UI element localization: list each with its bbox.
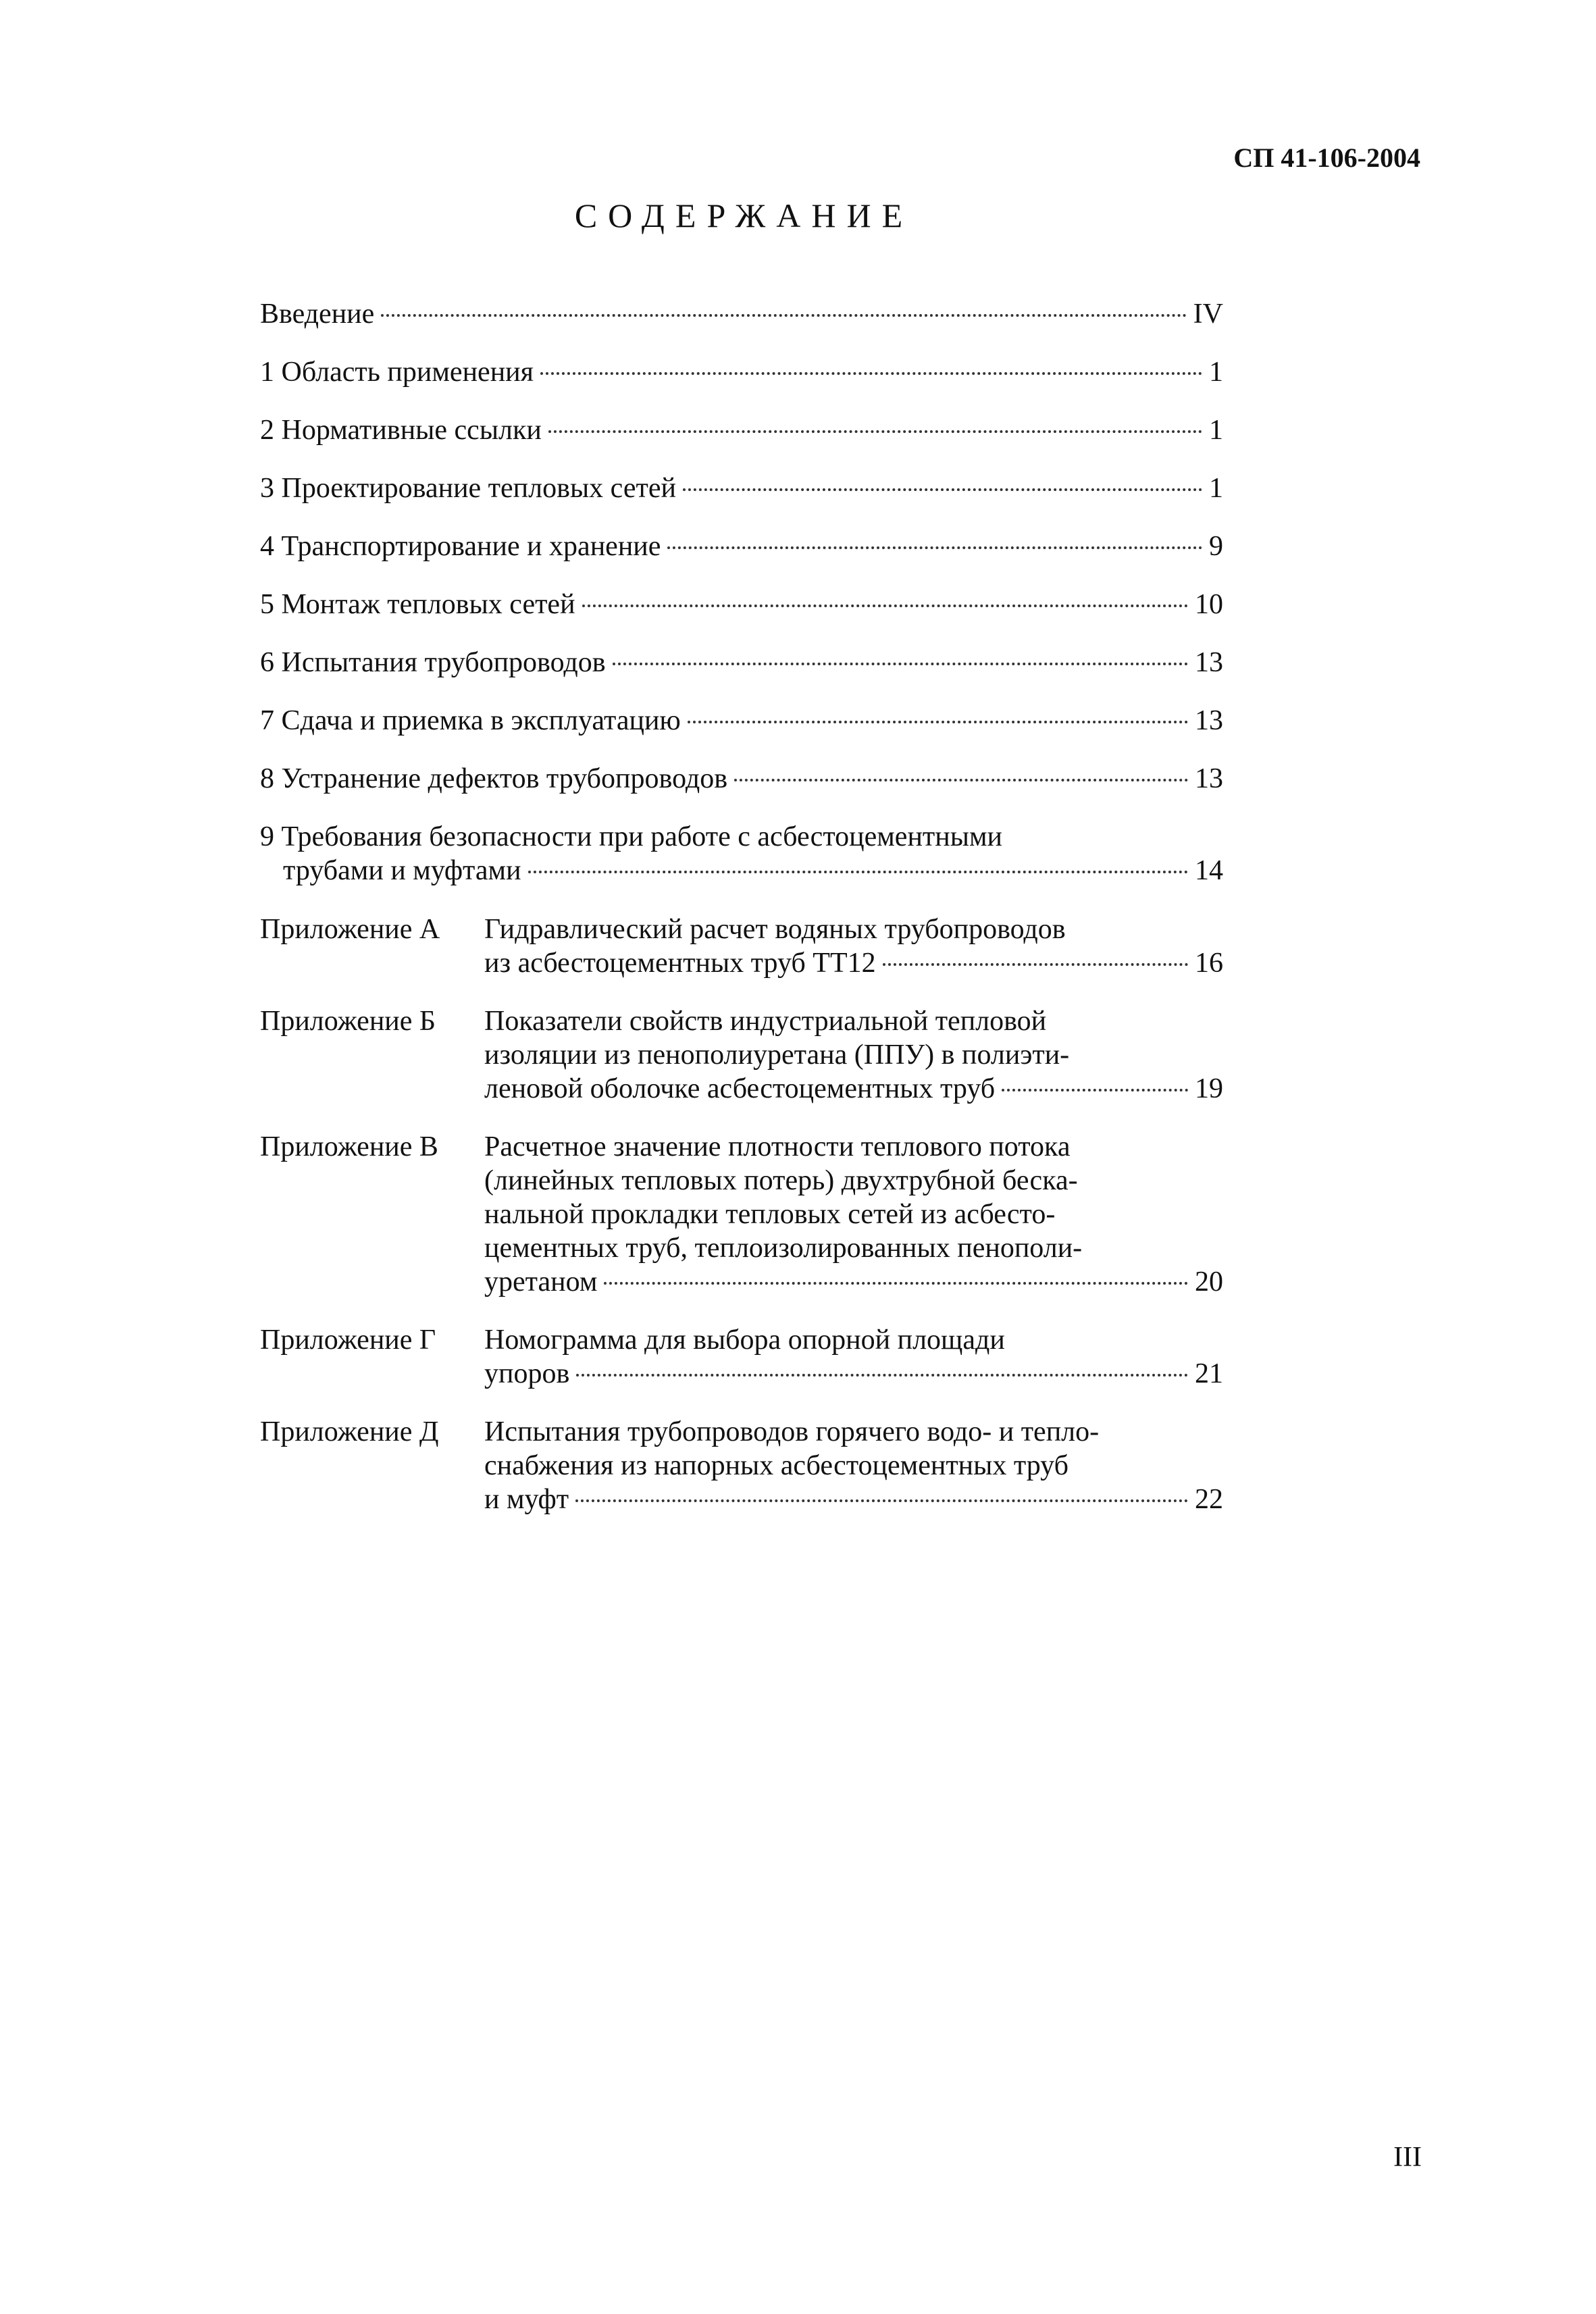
dot-leader	[381, 314, 1186, 317]
toc-entry-title-continued: изоляции из пенополиуретана (ППУ) в полиэти-	[484, 1039, 1070, 1071]
toc-page-number: 9	[1209, 531, 1223, 562]
toc-page-number: 13	[1195, 763, 1223, 794]
dot-leader	[683, 488, 1202, 491]
dot-leader	[883, 963, 1188, 966]
toc-entry-title: 1 Область применения	[260, 357, 534, 388]
dot-leader	[734, 779, 1188, 781]
dot-leader	[540, 372, 1202, 375]
dot-leader	[667, 546, 1202, 549]
appendix-label: Приложение В	[260, 1131, 438, 1162]
dot-leader	[576, 1374, 1188, 1377]
document-code: СП 41-106-2004	[1233, 143, 1420, 173]
page-title: СОДЕРЖАНИЕ	[574, 197, 914, 234]
toc-entry-title: 7 Сдача и приемка в эксплуатацию	[260, 705, 681, 736]
dot-leader	[548, 430, 1202, 433]
toc-entry-title: Показатели свойств индустриальной тепловой	[484, 1006, 1047, 1037]
toc-entry-title-continued: упоров	[484, 1358, 570, 1389]
toc-entry-title: 3 Проектирование тепловых сетей	[260, 473, 676, 504]
toc-page-number: 10	[1195, 589, 1223, 620]
toc-page-number: 20	[1195, 1266, 1223, 1297]
toc-entry-title: Введение	[260, 299, 375, 330]
appendix-label: Приложение Д	[260, 1416, 439, 1447]
table-of-contents	[260, 297, 1223, 1541]
toc-page-number: IV	[1193, 299, 1223, 330]
dot-leader	[613, 663, 1188, 665]
toc-entry-title-continued: леновой оболочке асбестоцементных труб	[484, 1073, 996, 1104]
toc-entry-title: 8 Устранение дефектов трубопроводов	[260, 763, 728, 794]
toc-entry-introduction[interactable]	[260, 297, 1223, 355]
toc-entry-title-continued: трубами и муфтами	[283, 855, 521, 886]
toc-entry-title: 4 Транспортирование и хранение	[260, 531, 661, 562]
toc-entry-section-8[interactable]	[260, 762, 1223, 820]
toc-entry-section-2[interactable]	[260, 413, 1223, 471]
appendix-label: Приложение Б	[260, 1006, 436, 1037]
toc-entry-title: Расчетное значение плотности теплового потока	[484, 1131, 1071, 1162]
toc-entry-appendix-v[interactable]	[260, 1130, 1223, 1299]
toc-page-number: 16	[1195, 948, 1223, 979]
dot-leader	[604, 1282, 1188, 1285]
toc-entry-section-5[interactable]	[260, 588, 1223, 646]
toc-entry-title-continued: и муфт	[484, 1484, 569, 1515]
appendix-label: Приложение А	[260, 914, 440, 945]
toc-entry-title: 5 Монтаж тепловых сетей	[260, 589, 575, 620]
toc-entry-title-continued: из асбестоцементных труб ТТ12	[484, 948, 876, 979]
toc-entry-title: Испытания трубопроводов горячего водо- и тепло-	[484, 1416, 1100, 1447]
toc-entry-title-continued: цементных труб, теплоизолированных пенополи-	[484, 1233, 1083, 1264]
toc-page-number: 19	[1195, 1073, 1223, 1104]
toc-entry-appendix-b[interactable]	[260, 1004, 1223, 1106]
toc-page-number: 1	[1209, 415, 1223, 446]
dot-leader	[1002, 1089, 1188, 1091]
toc-entry-title: Гидравлический расчет водяных трубопроводов	[484, 914, 1066, 945]
toc-page-number: 13	[1195, 705, 1223, 736]
toc-page-number: 22	[1195, 1484, 1223, 1515]
toc-entry-title-continued: (линейных тепловых потерь) двухтрубной беска-	[484, 1165, 1078, 1196]
toc-entry-title-continued: нальной прокладки тепловых сетей из асбесто-	[484, 1199, 1056, 1230]
dot-leader	[688, 721, 1188, 723]
toc-entry-appendix-g[interactable]	[260, 1323, 1223, 1391]
toc-entry-title: 9 Требования безопасности при работе с асбестоцементными	[260, 821, 1003, 852]
toc-entry-section-7[interactable]	[260, 704, 1223, 762]
toc-entry-title: Номограмма для выбора опорной площади	[484, 1325, 1005, 1356]
appendix-label: Приложение Г	[260, 1325, 436, 1356]
page-number: III	[1393, 2142, 1422, 2173]
toc-entry-appendix-d[interactable]	[260, 1415, 1223, 1516]
dot-leader	[528, 871, 1188, 873]
toc-entry-section-6[interactable]	[260, 646, 1223, 704]
toc-entry-appendix-a[interactable]	[260, 912, 1223, 980]
toc-page-number: 1	[1209, 357, 1223, 388]
toc-entry-section-4[interactable]	[260, 530, 1223, 588]
toc-entry-section-1[interactable]	[260, 355, 1223, 413]
toc-page-number: 13	[1195, 647, 1223, 678]
toc-entry-title: 2 Нормативные ссылки	[260, 415, 542, 446]
toc-entry-title-continued: снабжения из напорных асбестоцементных труб	[484, 1450, 1069, 1481]
toc-page-number: 21	[1195, 1358, 1223, 1389]
toc-entry-section-3[interactable]	[260, 471, 1223, 530]
toc-entry-title: 6 Испытания трубопроводов	[260, 647, 606, 678]
toc-page-number: 14	[1195, 855, 1223, 886]
toc-entry-section-9[interactable]	[260, 820, 1223, 888]
dot-leader	[582, 605, 1188, 607]
dot-leader	[575, 1499, 1188, 1502]
toc-page-number: 1	[1209, 473, 1223, 504]
toc-entry-title-continued: уретаном	[484, 1266, 598, 1297]
